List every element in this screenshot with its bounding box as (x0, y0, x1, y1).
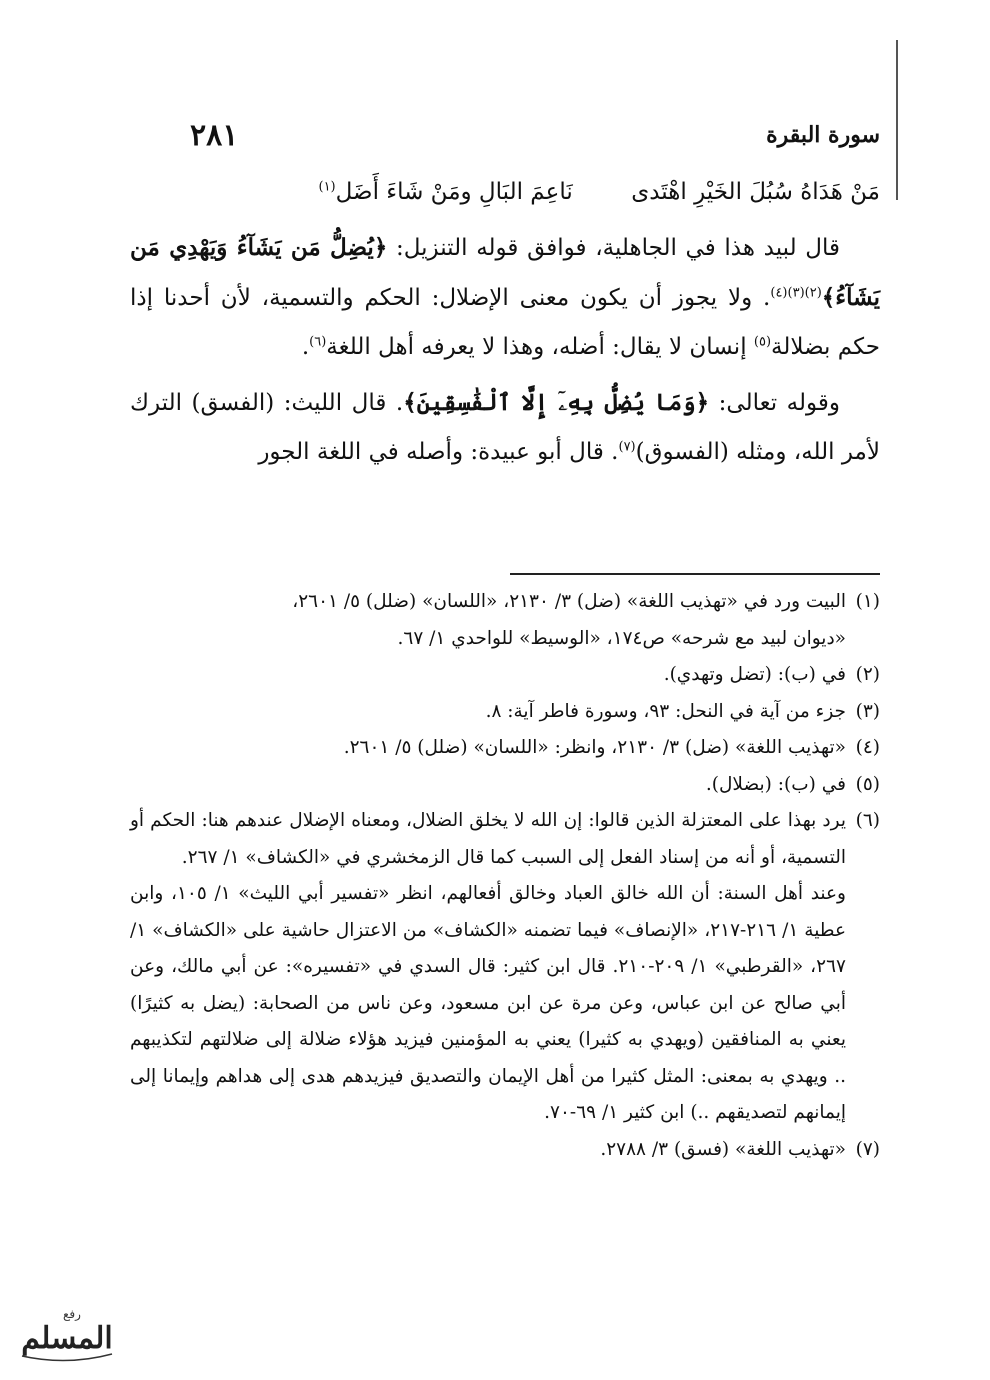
footnote-number: (٥) (855, 773, 880, 795)
surah-name: سورة البقرة (766, 122, 880, 148)
quran-quote: ﴿وَمَا يُضِلُّ بِهِۦٓ إِلَّا ٱلْفَٰسِقِينَ﴾ (403, 389, 710, 416)
footnote-2-text: في (ب): (تضل وتهدي). (663, 664, 846, 685)
footnote-number: (٦) (855, 810, 880, 831)
footnote-3 (130, 694, 880, 731)
main-text (130, 168, 880, 483)
footnote-4-text: «تهذيب اللغة» (ضل) ٣/ ٢١٣٠، وانظر: «اللسان» (ضلل) ٥/ ٢٦٠١. (343, 737, 846, 758)
paragraph-1-text-a: قال لبيد هذا في الجاهلية، فوافق قوله التنزيل: (395, 235, 841, 261)
footnote-ref[interactable]: (١) (318, 179, 336, 195)
footnote-2 (130, 657, 880, 694)
footnote-ref[interactable]: (٢)(٣)(٤) (770, 285, 822, 301)
footnote-1-line-1: البيت ورد في «تهذيب اللغة» (ضل) ٣/ ٢١٣٠، «اللسان» (ضلل) ٥/ ٢٦٠١، (292, 591, 846, 612)
verse-second-hemistich: نَاعِمَ البَالِ ومَنْ شَاءَ أَضَل (335, 179, 573, 205)
page-edge-line (896, 40, 898, 200)
paragraph-1-text-d: . (301, 334, 310, 360)
page-header (190, 118, 880, 162)
paragraph-2-text-c: . قال أبو عبيدة: وأصله في اللغة الجور (258, 439, 619, 465)
paragraph-1 (130, 223, 880, 372)
footnote-5-text: في (ب): (بضلال). (705, 773, 846, 795)
footnote-7-text: «تهذيب اللغة» (فسق) ٣/ ٢٧٨٨. (600, 1138, 846, 1160)
footnote-number: (١) (855, 591, 880, 612)
footnotes (130, 584, 880, 1168)
poetry-verse (130, 168, 880, 217)
paragraph-2 (130, 378, 880, 477)
footnote-7 (130, 1132, 880, 1169)
footnote-1-line-2: «ديوان لبيد مع شرحه» ص١٧٤، «الوسيط» للواحدي ١/ ٦٧. (397, 627, 846, 649)
footnote-ref[interactable]: (٦) (309, 334, 327, 350)
page-number: ٢٨١ (190, 118, 239, 153)
verse-first-hemistich: مَنْ هَدَاهُ سُبُلَ الخَيْرِ اهْتَدى (631, 179, 880, 205)
footnote-separator (510, 573, 880, 575)
paragraph-2-text-b: . قال الليث: (الفسق) الترك لأمر الله، ومثله (الفسوق) (130, 390, 880, 465)
footnote-3-text: جزء من آية في النحل: ٩٣، وسورة فاطر آية: ٨. (485, 700, 846, 722)
footnote-6-text: يرد بهذا على المعتزلة الذين قالوا: إن الله لا يخلق الضلال، ومعناه الإضلال عندهم هنا: الحكم أو التسمية، أو أنه من إسناد الفعل إلى السبب كما قال الزمخشري في «الكشاف» ١/ ٢٦٧. (130, 810, 846, 868)
logo-small-text: رفع (63, 1307, 81, 1321)
publisher-logo-icon (12, 1300, 122, 1370)
paragraph-1-text-b: . ولا يجوز أن يكون معنى الإضلال: الحكم والتسمية، لأن أحدنا إذا حكم بضلالة (130, 285, 880, 360)
footnote-5 (130, 767, 880, 804)
footnote-number: (٤) (855, 737, 880, 758)
footnote-4 (130, 730, 880, 767)
footnote-6-continuation: وعند أهل السنة: أن الله خالق العباد وخالق أفعالهم، انظر «تفسير أبي الليث» ١/ ١٠٥، وابن عطية ١/ ٢١٦-٢١٧، «الإنصاف» فيما تضمنه «الكشاف» من الاعتزال حاشية على «الكشاف» ١/ ٢٦٧، «القرطبي» ١/ ٢٠٩-٢١٠. قال ابن كثير: قال السدي في «تفسيره»: عن أبي مالك، وعن أبي صالح عن ابن عباس، وعن مرة عن ابن مسعود، وعن ناس من الصحابة: (يضل به كثيرًا) يعني به المنافقين (ويهدي به كثيرا) يعني به المؤمنين فيزيد هؤلاء ضلالة إلى ضلالتهم لتكذيبهم .. ويهدي به بمعنى: المثل كثيرا من أهل الإيمان والتصديق فيزيدهم هدى إلى هداهم وإيمانا إلى إيمانهم لتصديقهم ..) ابن كثير ١/ ٦٩-٧٠. (130, 883, 846, 1123)
footnote-ref[interactable]: (٧) (618, 439, 636, 455)
paragraph-1-text-c: إنسان لا يقال: أضله، وهذا لا يعرفه أهل اللغة (326, 334, 747, 360)
logo-main-text: المسلم (21, 1321, 113, 1356)
footnote-number: (٧) (855, 1138, 880, 1160)
footnote-6 (130, 803, 880, 876)
quran-quote: ﴿يُضِلُّ مَن يَشَآءُ وَيَهْدِي مَن يَشَآءُ﴾ (130, 234, 880, 311)
footnote-1 (130, 584, 880, 657)
paragraph-2-text-a: وقوله تعالى: (718, 390, 840, 416)
footnote-number: (٢) (855, 664, 880, 685)
footnote-ref[interactable]: (٥) (753, 334, 772, 350)
footnote-number: (٣) (855, 700, 880, 722)
